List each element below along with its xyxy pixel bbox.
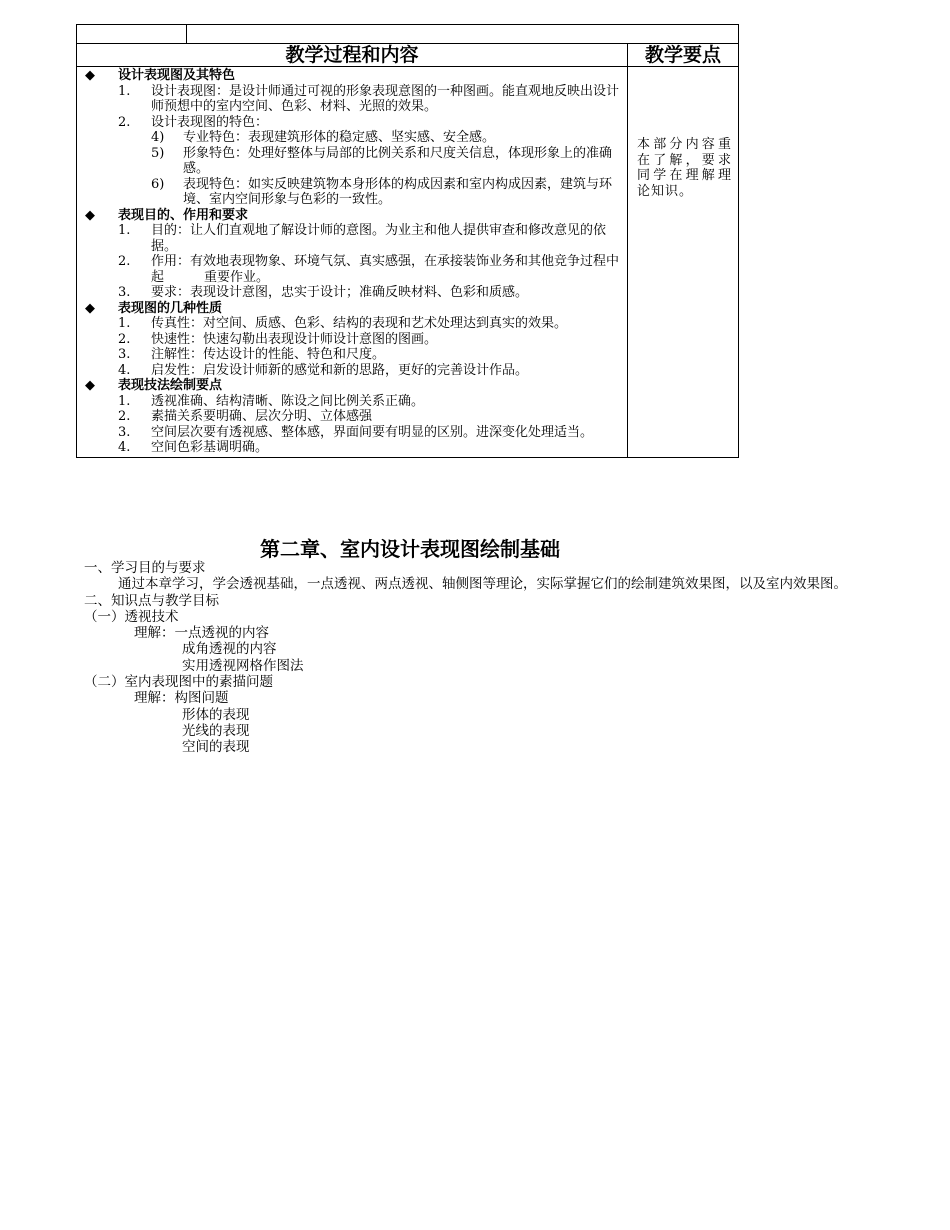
header-content: 教学过程和内容: [77, 44, 628, 67]
list-item: 1. 传真性：对空间、质感、色彩、结构的表现和艺术处理达到真实的效果。: [118, 316, 568, 331]
section-title: ◆ 设计表现图及其特色: [85, 68, 236, 83]
list-item: 4. 启发性：启发设计师新的感觉和新的思路，更好的完善设计作品。: [118, 362, 529, 378]
list-item: 1. 透视准确、结构清晰、陈设之间比例关系正确。: [118, 393, 425, 409]
blank-cell-left: [77, 25, 187, 44]
list-item: 成角透视的内容: [182, 641, 277, 658]
list-item: 3. 要求：表现设计意图，忠实于设计；准确反映材料、色彩和质感。: [118, 285, 529, 300]
section-title: ◆ 表现技法绘制要点: [85, 378, 223, 393]
section-title: ◆ 表现目的、作用和要求: [85, 207, 249, 223]
header-notes: 教学要点: [628, 44, 739, 67]
list-item: 空间的表现: [182, 739, 250, 756]
paragraph: 通过本章学习，学会透视基础，一点透视、两点透视、轴侧图等理论，实际掌握它们的绘制建筑效果图，以及室内效果图。: [118, 576, 847, 593]
diamond-bullet-icon: ◆: [85, 300, 95, 316]
list-item: 2. 素描关系要明确、层次分明、立体感强: [118, 409, 373, 424]
content-cell: [77, 67, 628, 458]
sub-list-item: 4) 专业特色：表现建筑形体的稳定感、坚实感、安全感。: [151, 130, 496, 145]
table-header-row: [77, 44, 739, 67]
list-item: 形体的表现: [182, 706, 250, 723]
list-item: 2. 快速性：快速勾勒出表现设计师设计意图的图画。: [118, 331, 438, 347]
chapter-title: 第二章、室内设计表现图绘制基础: [260, 537, 560, 561]
notes-cell: 本部分内容重在了解，要求同学在理解理论知识。: [628, 67, 739, 458]
section-title: ◆ 表现图的几种性质: [85, 300, 223, 316]
lesson-table: [76, 24, 739, 458]
chapter-body: [84, 560, 859, 756]
list-item: 3. 空间层次要有透视感、整体感，界面间要有明显的区别。进深变化处理适当。: [118, 424, 594, 440]
sub-list-item: 5) 形象特色：处理好整体与局部的比例关系和尺度关信息，体现形象上的准确感。: [151, 145, 613, 176]
table-blank-row: [77, 25, 739, 44]
list-item: 光线的表现: [182, 722, 250, 739]
diamond-bullet-icon: ◆: [85, 68, 95, 83]
list-item: 理解：一点透视的内容: [134, 625, 269, 642]
section-heading: 一、学习目的与要求: [84, 560, 206, 576]
list-item: 1. 设计表现图：是设计师通过可视的形象表现意图的一种图画。能直观地反映出设计师预想中的室内空间、色彩、材料、光照的效果。: [118, 83, 620, 114]
list-item: 2. 作用：有效地表现物象、环境气氛、真实感强，在承接装饰业务和其他竞争过程中起 重要作业。: [118, 254, 620, 285]
list-item: 4. 空间色彩基调明确。: [118, 440, 269, 455]
list-item: 实用透视网格作图法: [182, 657, 304, 674]
table-body-row: [77, 67, 739, 458]
list-item: 1. 目的：让人们直观地了解设计师的意图。为业主和他人提供审查和修改意见的依据。: [118, 223, 607, 254]
sub-list-item: 6) 表现特色：如实反映建筑物本身形体的构成因素和室内构成因素，建筑与环境、室内空间形象与色彩的一致性。: [151, 176, 613, 207]
blank-cell-right: [187, 25, 739, 44]
subsection-heading: （一）透视技术: [84, 608, 179, 625]
diamond-bullet-icon: ◆: [85, 378, 95, 393]
list-item: 理解：构图问题: [134, 690, 229, 707]
list-item: 2. 设计表现图的特色：: [118, 114, 269, 130]
section-heading: 二、知识点与教学目标: [84, 592, 219, 609]
list-item: 3. 注解性：传达设计的性能、特色和尺度。: [118, 347, 386, 362]
diamond-bullet-icon: ◆: [85, 207, 95, 223]
subsection-heading: （二）室内表现图中的素描问题: [84, 674, 273, 691]
